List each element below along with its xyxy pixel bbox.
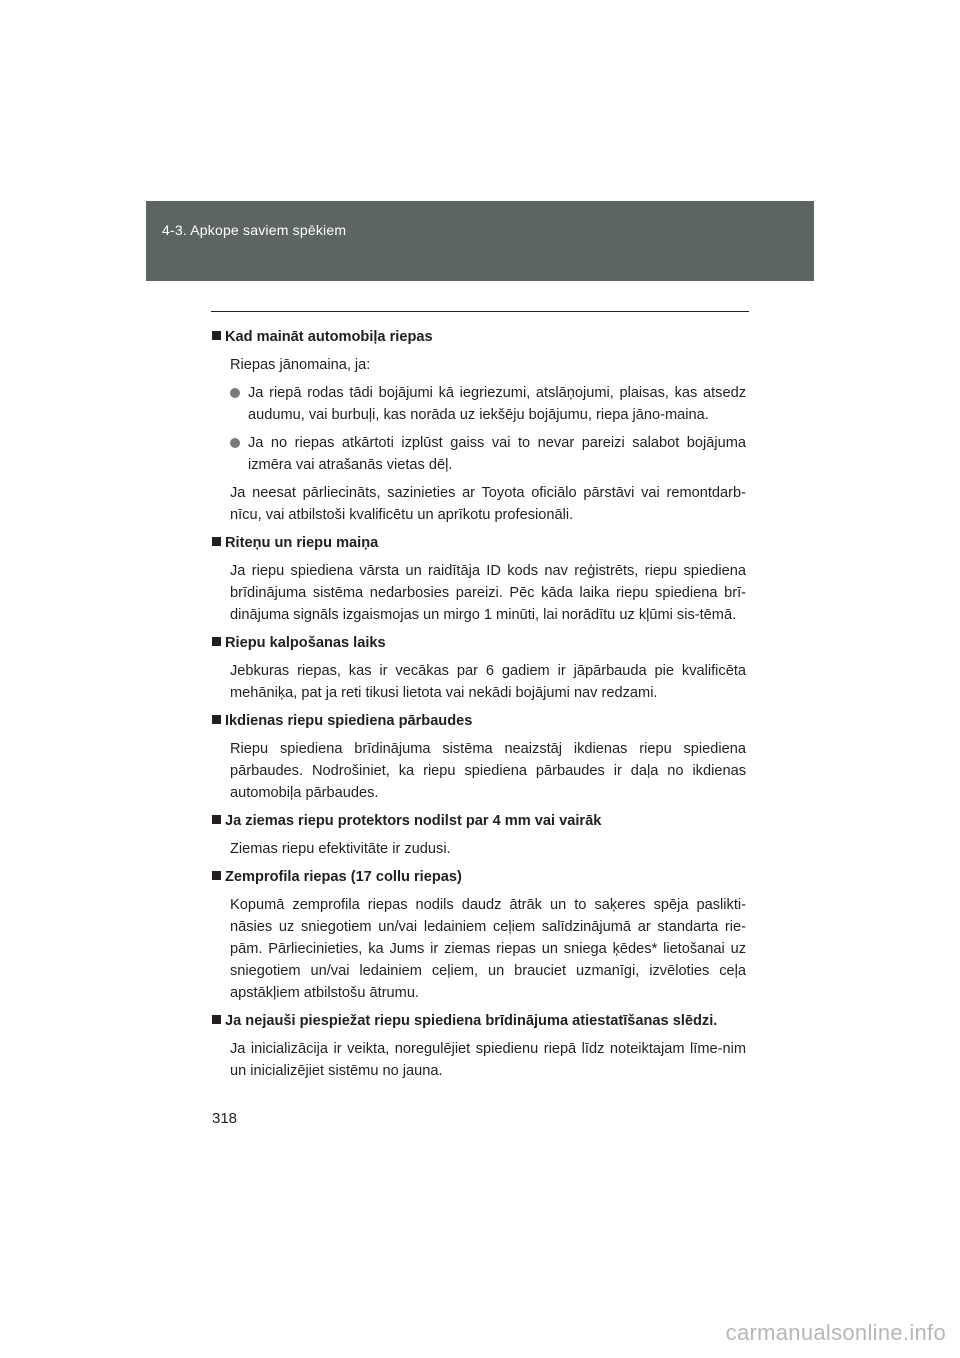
page-number: 318 [212,1110,238,1127]
section-heading [212,532,746,554]
section-heading [212,632,746,654]
main-content [212,326,746,1088]
paragraph: Riepas jānomaina, ja: [230,357,371,373]
circle-bullet-icon [230,388,240,398]
section [212,326,746,526]
section-heading-text: Ikdienas riepu spiediena pārbaudes [225,713,473,729]
square-bullet-icon [212,331,221,340]
circle-bullet-icon [230,438,240,448]
top-divider [211,311,749,312]
section-heading [212,326,746,348]
square-bullet-icon [212,815,221,824]
section [212,1010,746,1082]
square-bullet-icon [212,715,221,724]
paragraph: Riepu spiediena brīdinājuma sistēma neaizstāj ikdienas riepu spiediena pārbaudes. Nodrošiniet, ka riepu spiediena pārbaudes ir daļa no ikdienas automobiļa pārbaudes. [230,741,746,801]
paragraph: Ziemas riepu efektivitāte ir zudusi. [230,841,451,857]
paragraph: Ja riepu spiediena vārsta un raidītāja ID kods nav reģistrēts, riepu spiediena brīdinājuma sistēma nedarbosies pareizi. Pēc kāda laika riepu spiediena brī-dinājuma signāls izgaismojas un mirgo 1 minūti, lai norādītu uz kļūmi sis-tēmā. [230,563,746,623]
section-heading [212,810,746,832]
section [212,710,746,804]
section-heading [212,1010,746,1032]
list-item-text: Ja riepā rodas tādi bojājumi kā iegriezumi, atslāņojumi, plaisas, kas atsedz audumu, vai burbuļi, kas norāda uz iekšēju bojājumu, riepa jāno-maina. [248,385,746,423]
square-bullet-icon [212,637,221,646]
list-item-text: Ja no riepas atkārtoti izplūst gaiss vai to nevar pareizi salabot bojājuma izmēra vai atrašanās vietas dēļ. [248,435,746,473]
paragraph: Jebkuras riepas, kas ir vecākas par 6 gadiem ir jāpārbauda pie kvalificēta mehāniķa, pat ja reti tikusi lietota vai nekādi bojājumi nav redzami. [230,663,746,701]
section-title: 4-3. Apkope saviem spēkiem [162,222,347,238]
section-heading [212,710,746,732]
section [212,532,746,626]
section-heading-text: Kad maināt automobiļa riepas [225,329,433,345]
section-heading-text: Riteņu un riepu maiņa [225,535,379,551]
list-item [230,382,746,426]
section-heading-text: Ja nejauši piespiežat riepu spiediena brīdinājuma atiestatīšanas slēdzi. [225,1013,718,1029]
paragraph: Ja neesat pārliecināts, sazinieties ar Toyota oficiālo pārstāvi vai remontdarb-nīcu, vai atbilstoši kvalificētu un aprīkotu profesionāli. [230,485,746,523]
section-heading-text: Ja ziemas riepu protektors nodilst par 4 mm vai vairāk [225,813,602,829]
section [212,810,746,860]
paragraph: Kopumā zemprofila riepas nodils daudz ātrāk un to saķeres spēja paslikti-nāsies uz sniegotiem un/vai ledainiem ceļiem salīdzinājumā ar standarta rie-pām. Pārliecinieties, ka Jums ir ziemas riepas un sniega ķēdes* lietošanai uz sniegotiem un/vai ledainiem ceļiem, un brauciet uzmanīgi, izvēloties ceļa apstākļiem atbilstošu ātrumu. [230,897,746,1001]
square-bullet-icon [212,871,221,880]
list-item [230,432,746,476]
section-heading-text: Riepu kalpošanas laiks [225,635,386,651]
square-bullet-icon [212,1015,221,1024]
section-heading [212,866,746,888]
square-bullet-icon [212,537,221,546]
paragraph: Ja inicializācija ir veikta, noregulējiet spiedienu riepā līdz noteiktajam līme-nim un inicializējiet sistēmu no jauna. [230,1041,746,1079]
section [212,866,746,1004]
section-heading-text: Zemprofila riepas (17 collu riepas) [225,869,462,885]
section [212,632,746,704]
watermark-text: carmanualsonline.info [725,1320,946,1345]
section-header-band [146,201,814,281]
